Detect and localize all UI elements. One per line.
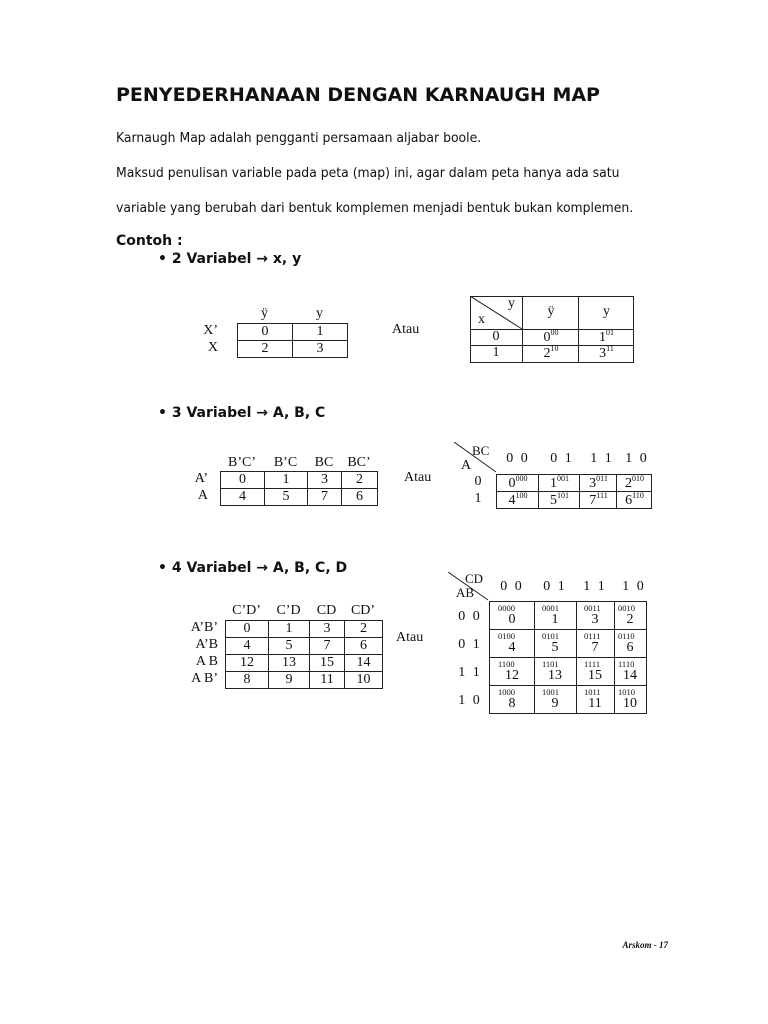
v4-right-row-header: 0 1 xyxy=(458,637,482,652)
v4-left-row-header: A’B’ xyxy=(190,620,218,635)
v3-left-row-header: A’ xyxy=(194,471,208,486)
v3-right-cell: $3^{011}$ xyxy=(589,474,608,491)
km-cell: 2 xyxy=(342,472,378,489)
km-cell: 1 xyxy=(293,324,348,341)
v3-right-cell: $5^{101}$ xyxy=(550,491,569,508)
km-cell: 9 xyxy=(269,672,310,689)
v4-right-cell: 1101 13 xyxy=(542,659,562,683)
v2-left-row-header: X’ xyxy=(203,323,218,338)
v4-right-cell: 0011 3 xyxy=(584,603,601,627)
v4-right-cell: 0100 4 xyxy=(498,631,516,655)
v4-left-col-header: CD xyxy=(316,603,337,618)
v3-right-cell: $7^{111}$ xyxy=(589,491,608,508)
v4-corner-top: CD xyxy=(465,571,484,586)
km-cell: 0 xyxy=(238,324,293,341)
v2-right-cell: $0^{00}$ xyxy=(543,328,559,345)
v3-corner-bottom: A xyxy=(461,458,472,473)
km-cell: 8 xyxy=(226,672,269,689)
v2-right-cell: $3^{11}$ xyxy=(599,344,614,361)
page-footer: Arskom - 17 xyxy=(622,940,668,950)
heading-2-variabel: • 2 Variabel → x, y xyxy=(158,251,302,267)
v2-right-col-header: y xyxy=(603,304,610,319)
km-cell: 3 xyxy=(308,472,342,489)
paragraph-3: variable yang berubah dari bentuk komplemen menjadi bentuk bukan komplemen. xyxy=(116,200,634,216)
km-cell: 5 xyxy=(265,489,308,506)
v4-right-col-header: 0 1 xyxy=(543,579,567,594)
v2-right-row-header: 1 xyxy=(492,345,500,360)
km-cell: 5 xyxy=(269,638,310,655)
v4-right-cell: 0000 0 xyxy=(498,603,516,627)
v4-right-row-header: 0 0 xyxy=(458,609,482,624)
v4-right-cell: 1110 14 xyxy=(618,659,637,683)
v3-left-row-header: A xyxy=(197,488,208,503)
km-cell: 7 xyxy=(310,638,345,655)
v3-left-table xyxy=(220,471,378,506)
v2-left-row-header: X xyxy=(207,340,218,355)
v3-left-col-header: B’C’ xyxy=(228,455,256,470)
atau-label-3: Atau xyxy=(404,470,432,485)
v2-right-cell: $2^{10}$ xyxy=(543,344,559,361)
heading-4-variabel: • 4 Variabel → A, B, C, D xyxy=(158,560,348,576)
v4-left-col-header: CD’ xyxy=(350,603,376,618)
v4-left-row-header: A B xyxy=(195,654,218,669)
v3-corner-top: BC xyxy=(472,443,490,458)
v3-right-col-header: 0 1 xyxy=(550,451,574,466)
v3-right-row-header: 1 xyxy=(474,491,482,506)
v4-right-cell: 0111 7 xyxy=(584,631,601,655)
v3-left-col-header: B’C xyxy=(273,455,298,470)
v3-left-col-header: BC’ xyxy=(347,455,371,470)
v3-right-cell: $1^{001}$ xyxy=(550,474,569,491)
km-cell: 4 xyxy=(226,638,269,655)
v4-right-cell: 0110 6 xyxy=(618,631,635,655)
v3-right-cell: $2^{010}$ xyxy=(625,474,644,491)
heading-3-variabel: • 3 Variabel → A, B, C xyxy=(158,405,326,421)
v4-right-col-header: 0 0 xyxy=(500,579,524,594)
v4-right-cell: 1100 12 xyxy=(498,659,519,683)
paragraph-2: Maksud penulisan variable pada peta (map) ini, agar dalam peta hanya ada satu xyxy=(116,165,620,181)
page-title: PENYEDERHANAAN DENGAN KARNAUGH MAP xyxy=(116,84,600,106)
v3-left-col-header: BC xyxy=(314,455,334,470)
v4-right-cell: 1001 9 xyxy=(542,687,559,711)
v4-right-cell: 1011 11 xyxy=(584,687,602,711)
paragraph-1: Karnaugh Map adalah pengganti persamaan aljabar boole. xyxy=(116,130,482,146)
v3-right-cell: $4^{100}$ xyxy=(508,491,528,508)
v4-right-cell: 1000 8 xyxy=(498,687,516,711)
km-cell: 12 xyxy=(226,655,269,672)
km-cell: 13 xyxy=(269,655,310,672)
v2-left-col-header: y xyxy=(316,306,323,321)
v4-right-cell: 0101 5 xyxy=(542,631,559,655)
v4-left-row-header: A B’ xyxy=(191,671,218,686)
km-cell: 7 xyxy=(308,489,342,506)
v4-right-col-header: 1 1 xyxy=(583,579,607,594)
atau-label-2: Atau xyxy=(392,322,420,337)
v4-left-row-header: A’B xyxy=(195,637,218,652)
km-cell: 14 xyxy=(345,655,383,672)
km-cell: 1 xyxy=(265,472,308,489)
km-cell: 3 xyxy=(293,341,348,358)
v4-right-row-header: 1 0 xyxy=(458,693,482,708)
km-cell: 0 xyxy=(226,621,269,638)
km-cell: 3 xyxy=(310,621,345,638)
v4-left-col-header: C’D’ xyxy=(232,603,261,618)
v4-right-col-header: 1 0 xyxy=(622,579,646,594)
km-cell: 6 xyxy=(345,638,383,655)
v4-right-cell: 0010 2 xyxy=(618,603,635,627)
v4-left-table xyxy=(225,620,383,689)
contoh-label: Contoh : xyxy=(116,233,183,249)
v3-right-row-header: 0 xyxy=(474,474,482,489)
v4-right-cell: 1010 10 xyxy=(618,687,637,711)
v4-left-col-header: C’D xyxy=(276,603,301,618)
km-cell: 15 xyxy=(310,655,345,672)
v3-right-col-header: 1 0 xyxy=(625,451,649,466)
km-cell: 6 xyxy=(342,489,378,506)
v3-right-col-header: 1 1 xyxy=(590,451,614,466)
v2-corner-bottom: x xyxy=(478,312,485,327)
v2-right-row-header: 0 xyxy=(492,329,500,344)
km-cell: 0 xyxy=(221,472,265,489)
atau-label-4: Atau xyxy=(396,630,424,645)
v4-right-cell: 0001 1 xyxy=(542,603,559,627)
v3-right-cell: $0^{000}$ xyxy=(508,474,528,491)
v4-right-cell: 1111 15 xyxy=(584,659,602,683)
km-cell: 11 xyxy=(310,672,345,689)
km-cell: 10 xyxy=(345,672,383,689)
km-cell: 1 xyxy=(269,621,310,638)
v4-right-row-header: 1 1 xyxy=(458,665,482,680)
v3-right-cell: $6^{110}$ xyxy=(625,491,644,508)
v2-left-table xyxy=(237,323,348,358)
v3-right-col-header: 0 0 xyxy=(506,451,530,466)
v2-right-col-header: ÿ xyxy=(547,304,555,319)
v2-right-cell: $1^{01}$ xyxy=(599,328,614,345)
km-cell: 2 xyxy=(238,341,293,358)
km-cell: 2 xyxy=(345,621,383,638)
v2-corner-top: y xyxy=(508,296,515,311)
v2-left-col-header: ÿ xyxy=(261,306,268,321)
v4-corner-bottom: AB xyxy=(456,585,475,600)
km-cell: 4 xyxy=(221,489,265,506)
